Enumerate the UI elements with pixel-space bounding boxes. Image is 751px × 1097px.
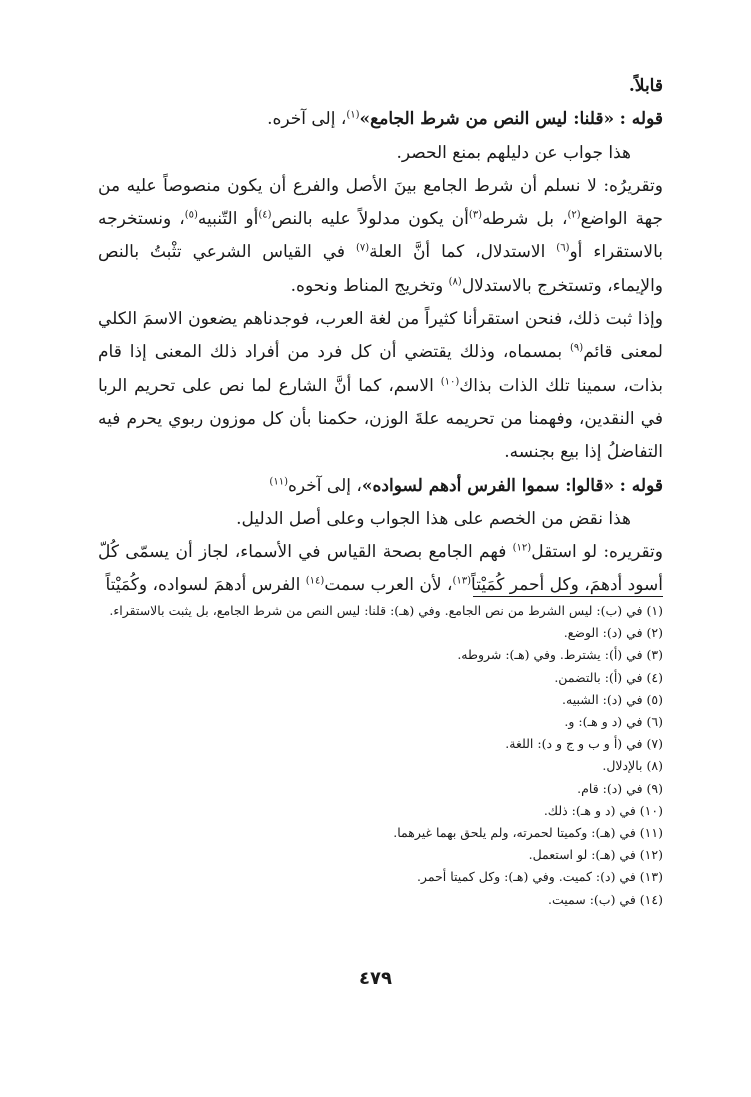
footnotes: [93, 600, 663, 911]
footnote-9: (٩) في (د): قام.: [577, 780, 663, 796]
paragraph-5: [98, 470, 663, 503]
footnote-ref-7: (٧): [355, 242, 370, 254]
footnote-1: (١) في (ب): ليس الشرط من نص الجامع. وفي (هـ): قلنا: ليس النص من شرط الجامع، بل يثبت بالاستقراء.: [109, 603, 663, 618]
footnote-ref-10: (١٠): [440, 376, 460, 388]
p5-quote: «قالوا: سموا الفرس أدهم لسواده»: [361, 475, 615, 496]
footnote-11: (١١) في (هـ): وكميتا لحمرته، ولم يلحق بهما غيرهما.: [393, 825, 663, 841]
footnote-ref-14: (١٤): [305, 575, 325, 587]
footnote-ref-11: (١١): [269, 475, 288, 487]
paragraph-4: [98, 303, 663, 469]
page-number: ٤٧٩: [359, 968, 392, 989]
footnote-6: (٦) في (د و هـ): و.: [564, 714, 663, 730]
p3-g: في القياس الشرعي تثْبتُ بالنص والإيماء، وتستخرج بالاستدلال: [98, 242, 663, 296]
footnote-ref-2: (٢): [567, 209, 581, 221]
main-text: [98, 70, 663, 603]
p0-text: قابلاً.: [628, 76, 663, 96]
p4-b: بمسماه، وذلك يقتضي أن كل فرد من أفراد ذلك المعنى إذا قام بذات، سمينا تلك الذات بذاك: [98, 342, 663, 396]
footnote-ref-1: (١): [346, 109, 360, 121]
p4-a: وإذا ثبت ذلك، فنحن استقرأنا كثيراً من لغة العرب، فوجدناهم يضعون الاسمَ الكلي لمعنى قائم: [98, 309, 663, 363]
footnote-2: (٢) في (د): الوضع.: [563, 625, 663, 641]
p7-b: فهم الجامع بصحة القياس في الأسماء، لجاز أن يسمّى كُلّ أسود أدهمَ، وكل أحمر كُمَيْتاً: [98, 542, 663, 596]
paragraph-3: [98, 170, 663, 303]
footnote-13: (١٣) في (د): كميت. وفي (هـ): وكل كميتا أحمر.: [416, 869, 663, 885]
paragraph-0: [98, 70, 663, 103]
p2-text: هذا جواب عن دليلهم بمنع الحصر.: [396, 142, 631, 163]
p5-tail: ، إلى آخره: [287, 475, 362, 496]
p1-label: قوله :: [619, 109, 663, 130]
p3-c: أن يكون مدلولاً عليه بالنص: [271, 209, 469, 230]
p5-label: قوله :: [619, 475, 663, 496]
footnote-8: (٨) بالإدلال.: [602, 758, 663, 774]
paragraph-7: [98, 536, 663, 603]
footnote-ref-3: (٣): [468, 209, 483, 221]
p6-text: هذا نقض من الخصم على هذا الجواب وعلى أصل الدليل.: [236, 508, 631, 529]
footnote-4: (٤) في (أ): بالتضمن.: [554, 669, 663, 685]
p3-f: الاستدلال، كما أنَّ العلة: [369, 242, 557, 263]
p3-d: أو التّنبيه: [197, 209, 259, 230]
footnote-3: (٣) في (أ): يشترط. وفي (هـ): شروطه.: [457, 647, 663, 663]
footnote-12: (١٢) في (هـ): لو استعمل.: [528, 847, 663, 863]
footnote-10: (١٠) في (د و هـ): ذلك.: [543, 802, 663, 818]
p3-h: وتخريج المناط ونحوه.: [290, 275, 449, 296]
footnote-ref-13: (١٣): [452, 575, 472, 587]
paragraph-1: [98, 103, 663, 136]
footnote-ref-4: (٤): [258, 209, 272, 221]
footnote-ref-9: (٩): [570, 342, 584, 354]
footnote-7: (٧) في (أ و ب و ج و د): اللغة.: [505, 736, 663, 752]
footnote-5: (٥) في (د): الشبيه.: [562, 691, 663, 707]
p1-quote: «قلنا: ليس النص من شرط الجامع»: [359, 109, 615, 130]
p7-a: وتقريره: لو استقل: [531, 542, 663, 563]
footnote-ref-5: (٥): [184, 209, 198, 221]
footnote-divider: [473, 596, 663, 597]
p7-c: ، لأن العرب سمت: [324, 575, 453, 596]
p7-d: الفرس أدهمَ لسواده، وكُمَيْتاً: [105, 575, 306, 596]
p4-c: الاسم، كما أنَّ الشارع لما نص على تحريم الربا في النقدين، وفهمنا من تحريمه علةَ الوزن، حكمنا بأن كل موزون ربوي يحرم فيه التفاضلُ إذا بيع بجنسه.: [98, 375, 663, 463]
p3-a: وتقريرُه: لا نسلم أن شرط الجامع بينَ الأصل والفرع أن يكون منصوصاً عليه من جهة الواضع: [98, 175, 663, 230]
footnote-14: (١٤) في (ب): سميت.: [548, 891, 663, 907]
paragraph-2: [98, 137, 663, 170]
p3-b: ، بل شرطه: [482, 209, 568, 230]
p1-tail: ، إلى آخره.: [267, 109, 347, 130]
footnote-ref-12: (١٢): [512, 542, 532, 554]
footnote-ref-8: (٨): [448, 276, 462, 288]
footnote-ref-6: (٦): [556, 242, 570, 254]
paragraph-6: [98, 503, 663, 536]
p3-e: ، ونستخرجه بالاستقراء أو: [98, 209, 664, 263]
